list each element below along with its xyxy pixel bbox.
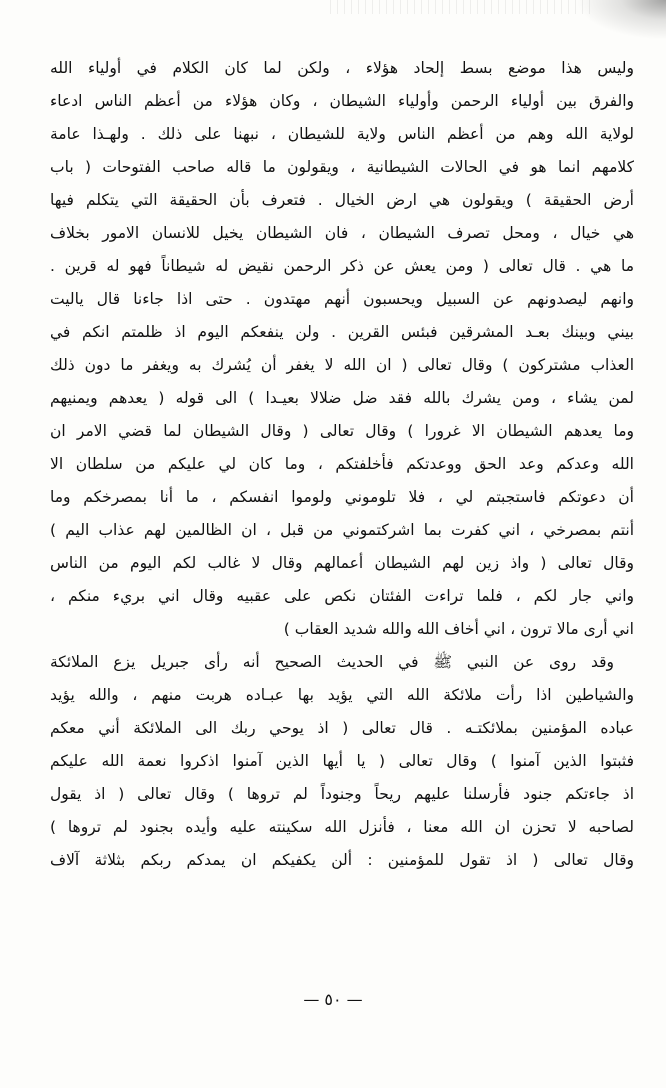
scan-noise: [330, 0, 590, 14]
text-line: وليس هذا موضع بسط إلحاد هؤلاء ، ولكن لما كان الكلام في أولياء الله: [50, 59, 634, 77]
text-line: والفرق بين أولياء الرحمن وأولياء الشيطان ، وكان هؤلاء من أعظم الناس ادعاء: [50, 92, 634, 110]
text-line: لصاحبه لا تحزن ان الله معنا ، فأنزل الله سكينته عليه وأيده بجنود لم تروها ): [50, 818, 634, 836]
text-line: بيني وبينك بعـد المشرقين فبئس القرين . ولن ينفعكم اليوم اذ ظلمتم انكم في: [50, 323, 634, 341]
page-number: — ٥٠ —: [303, 990, 363, 1009]
text-line: فثبتوا الذين آمنوا ) وقال تعالى ( يا أيها الذين آمنوا اذكروا نعمة الله عليكم: [50, 752, 634, 770]
text-line: والشياطين اذا رأت ملائكة الله التي يؤيد بها عبـاده هربت منهم ، والله يؤيد: [50, 686, 634, 704]
text-line: هي خيال ، ومحل تصرف الشيطان ، فان الشيطان يخيل للانسان الامور بخلاف: [50, 224, 634, 242]
text-line: كلامهم انما هو في الحالات الشيطانية ، ويقولون ما قاله صاحب الفتوحات ( باب: [50, 158, 634, 176]
text-line: أن دعوتكم فاستجبتم لي ، فلا تلوموني ولوموا انفسكم ، ما أنا بمصرخكم وما: [50, 488, 634, 506]
paragraph-1: [50, 52, 634, 646]
text-line: لولاية الله وهم من أعظم الناس ولاية للشيطان ، نبهنا على ذلك . ولهـذا عامة: [50, 125, 634, 143]
text-line: أرض الحقيقة ) ويقولون هي ارض الخيال . فتعرف بأن الحقيقة التي يتكلم فيها: [50, 191, 634, 209]
text-line: وقال تعالى ( اذ تقول للمؤمنين : ألن يكفيكم ان يمدكم ربكم بثلاثة آلاف: [50, 851, 634, 869]
text-line: وانهم ليصدونهم عن السبيل ويحسبون أنهم مهتدون . حتى اذا جاءنا قال ياليت: [50, 290, 634, 308]
text-line: اني أرى مالا ترون ، اني أخاف الله والله شديد العقاب ): [283, 620, 634, 638]
text-line: اذ جاءتكم جنود فأرسلنا عليهم ريحاً وجنوداً لم تروها ) وقال تعالى ( اذ يقول: [50, 785, 634, 803]
text-line: أنتم بمصرخي ، اني كفرت بما اشركتموني من قبل ، ان الظالمين لهم عذاب اليم ): [50, 521, 634, 539]
paragraph-2: [50, 646, 634, 877]
text-line: واني جار لكم ، فلما تراءت الفئتان نكص على عقبيه وقال اني بريء منكم ،: [50, 587, 634, 605]
text-line: ما هي . قال تعالى ( ومن يعش عن ذكر الرحمن نقيض له شيطاناً فهو له قرين .: [50, 257, 634, 275]
text-line: العذاب مشتركون ) وقال تعالى ( ان الله لا يغفر أن يُشرك به ويغفر ما دون ذلك: [50, 356, 634, 374]
page-body: [50, 52, 634, 877]
text-line: وقال تعالى ( واذ زين لهم الشيطان أعمالهم وقال لا غالب لكم اليوم من الناس: [50, 554, 634, 572]
text-line: وقد روى عن النبي ﷺ في الحديث الصحيح أنه رأى جبريل يزع الملائكة: [50, 653, 614, 671]
text-line: وما يعدهم الشيطان الا غرورا ) وقال تعالى ( وقال الشيطان لما قضي الامر ان: [50, 422, 634, 440]
text-line: لمن يشاء ، ومن يشرك بالله فقد ضل ضلالا بعيـدا ) الى قوله ( يعدهم ويمنيهم: [50, 389, 634, 407]
text-line: الله وعدكم وعد الحق ووعدتكم فأخلفتكم ، وما كان لي عليكم من سلطان الا: [50, 455, 634, 473]
text-line: عباده المؤمنين بملائكتـه . قال تعالى ( اذ يوحي ربك الى الملائكة أني معكم: [50, 719, 634, 737]
